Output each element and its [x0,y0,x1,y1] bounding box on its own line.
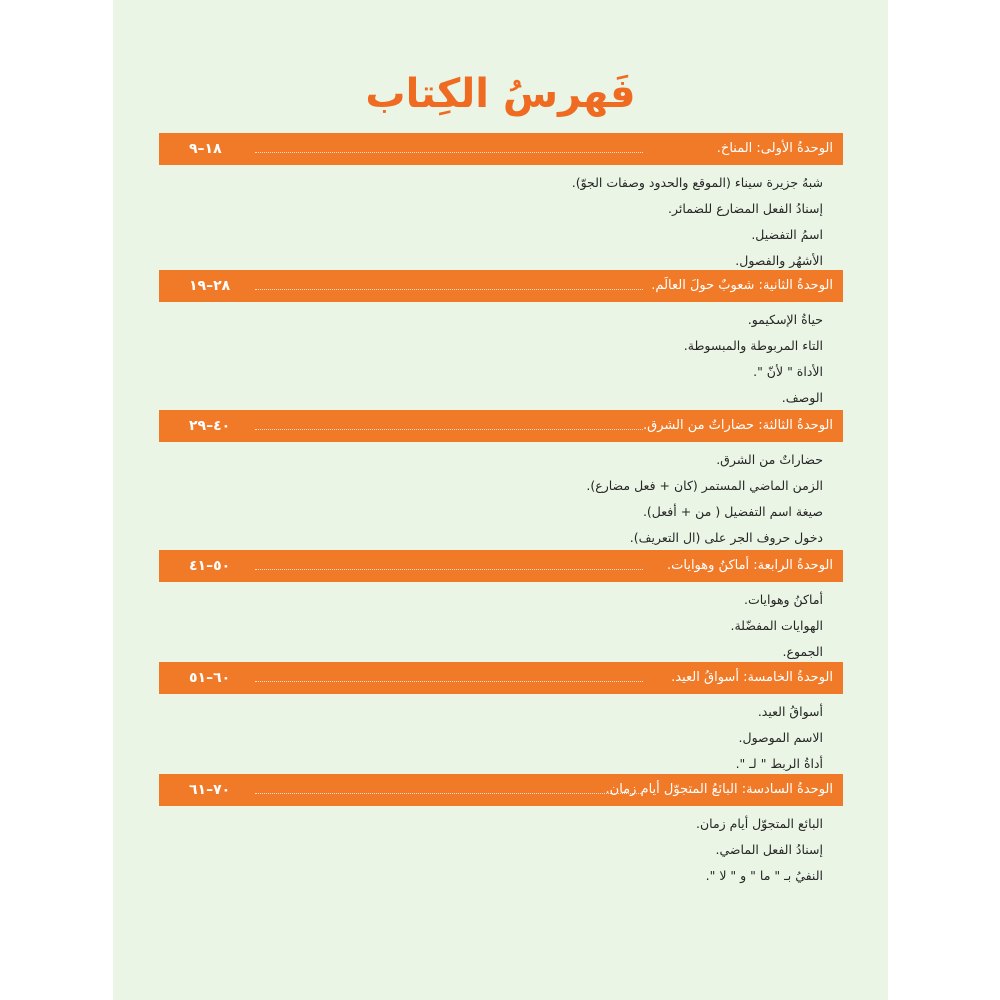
leader-dots [255,429,643,430]
unit-header-bar [159,550,843,582]
leader-dots [255,152,643,153]
lesson-item: الاسم الموصول. [738,730,823,745]
unit-section [159,410,843,551]
unit-header-bar [159,270,843,302]
unit-title: الوحدةُ السادسة: البائعُ المتجوّل أيام زمان. [605,782,833,797]
lesson-item: الأداة " لأنّ ". [753,364,823,379]
lesson-item: الجموع. [782,644,823,659]
unit-section [159,133,843,274]
unit-title: الوحدةُ الرابعة: أماكنُ وهوايات. [667,558,833,573]
lesson-list [159,170,843,274]
lesson-item: النفيُ بـ " ما " و " لا ". [705,868,823,883]
lesson-item: إسنادُ الفعل المضارع للضمائر. [668,201,823,216]
unit-section [159,662,843,777]
lesson-item: أداةُ الربط " لـ ". [735,756,823,771]
unit-page-range: ٦٠–٥١ [189,670,231,686]
lesson-item: دخول حروف الجر على (ال التعريف). [629,530,823,545]
unit-title: الوحدةُ الثانية: شعوبٌ حولَ العالَم. [651,278,833,293]
unit-section [159,550,843,665]
unit-header-bar [159,662,843,694]
unit-page-range: ١٨–٩ [189,141,222,157]
lesson-item: الهوايات المفضّلة. [730,618,823,633]
unit-page-range: ٤٠–٢٩ [189,418,231,434]
unit-header-bar [159,774,843,806]
lesson-item: الوصف. [781,390,823,405]
page-title: فَهرسُ الكِتاب [365,71,636,117]
unit-page-range: ٧٠–٦١ [189,782,231,798]
lesson-item: أماكنُ وهوايات. [743,592,823,607]
lesson-item: حياةُ الإسكيمو. [747,312,823,327]
unit-header-bar [159,133,843,165]
leader-dots [255,289,643,290]
lesson-item: اسمُ التفضيل. [751,227,823,242]
unit-title: الوحدةُ الأولى: المناخ. [716,141,833,156]
lesson-item: الأشهُر والفصول. [735,253,823,268]
leader-dots [255,681,643,682]
lesson-list [159,447,843,551]
unit-title: الوحدةُ الثالثة: حضاراتٌ من الشرق. [643,418,833,433]
unit-page-range: ٥٠–٤١ [189,558,231,574]
lesson-item: الزمن الماضي المستمر (كان + فعل مضارع). [586,478,823,493]
lesson-item: إسنادُ الفعل الماضي. [715,842,823,857]
leader-dots [255,793,643,794]
lesson-item: البائع المتجوّل أيام زمان. [696,816,823,831]
lesson-item: أسواقُ العيد. [757,704,823,719]
lesson-item: شبهُ جزيرة سيناء (الموقع والحدود وصفات الجوّ). [571,175,823,190]
leader-dots [255,569,643,570]
lesson-item: صيغة اسم التفضيل ( من + أفعل). [642,504,823,519]
unit-section [159,774,843,889]
lesson-list [159,587,843,665]
lesson-list [159,699,843,777]
lesson-item: حضاراتٌ من الشرق. [716,452,823,467]
unit-header-bar [159,410,843,442]
lesson-list [159,307,843,411]
book-page [113,0,888,1000]
unit-page-range: ٢٨–١٩ [189,278,231,294]
unit-section [159,270,843,411]
lesson-item: التاء المربوطة والمبسوطة. [683,338,823,353]
lesson-list [159,811,843,889]
unit-title: الوحدةُ الخامسة: أسواقُ العيد. [671,670,833,685]
